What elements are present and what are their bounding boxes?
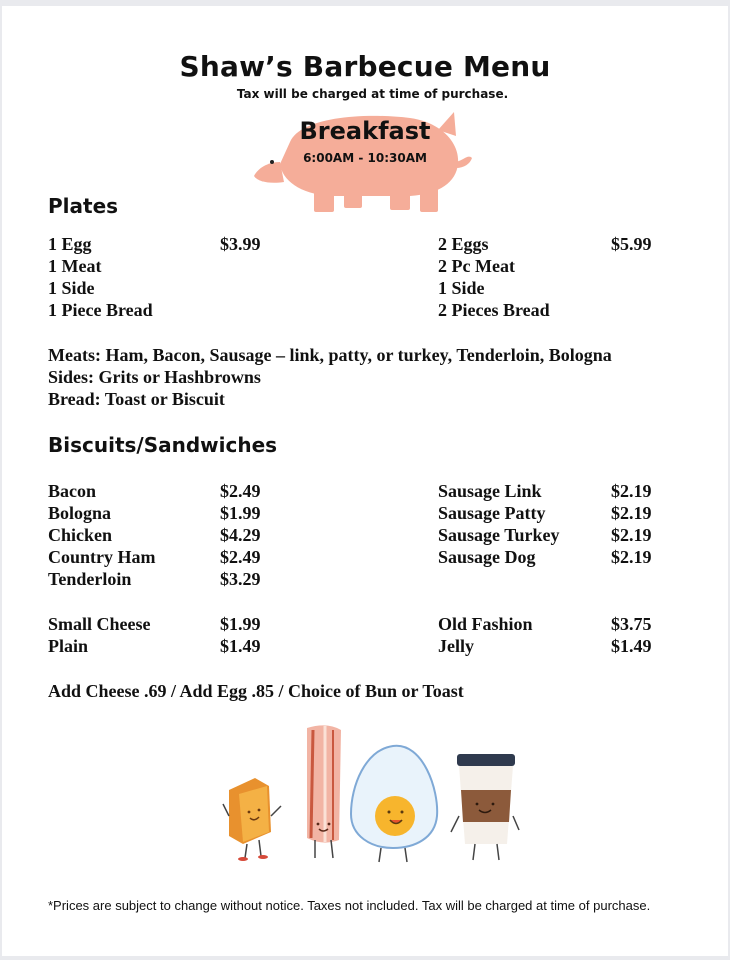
coffee-character-icon — [451, 754, 519, 860]
item-price: $3.29 — [220, 569, 261, 589]
item-name: Sausage Patty — [438, 503, 546, 523]
item-price: $4.29 — [220, 525, 261, 545]
item-name: Country Ham — [48, 547, 156, 567]
list-item: 1 Side — [48, 278, 95, 298]
egg-character-icon — [351, 746, 437, 862]
list-item: 1 Meat — [48, 256, 102, 276]
plates-right-list — [438, 233, 550, 321]
biscuits-left-prices — [220, 480, 261, 590]
item-name: Small Cheese — [48, 614, 151, 634]
biscuits-right-prices — [611, 480, 652, 568]
list-item: 1 Side — [438, 278, 485, 298]
biscuits-heading: Biscuits/Sandwiches — [48, 433, 278, 457]
item-name: Sausage Turkey — [438, 525, 560, 545]
item-name: Tenderloin — [48, 569, 132, 589]
biscuits-right2-prices — [611, 613, 652, 657]
meal-title: Breakfast — [299, 117, 431, 145]
menu-title: Shaw’s Barbecue Menu — [179, 50, 551, 83]
breakfast-characters — [215, 720, 525, 870]
item-name: Plain — [48, 636, 89, 656]
item-price: $2.19 — [611, 547, 652, 567]
biscuits-right-names — [438, 480, 560, 568]
item-price: $2.49 — [220, 547, 261, 567]
item-name: Old Fashion — [438, 614, 533, 634]
biscuits-right2-names — [438, 613, 533, 657]
item-name: Chicken — [48, 525, 113, 545]
plates-left-list — [48, 233, 153, 321]
item-price: $3.75 — [611, 614, 652, 634]
biscuits-left-names — [48, 480, 156, 590]
plates-right-price: $5.99 — [611, 234, 652, 254]
item-price: $2.49 — [220, 481, 261, 501]
tax-subtitle: Tax will be charged at time of purchase. — [236, 87, 509, 101]
list-item: 2 Pieces Bread — [438, 300, 550, 320]
plates-left-price: $3.99 — [220, 234, 261, 254]
item-price: $1.99 — [220, 503, 261, 523]
item-price: $1.49 — [611, 636, 652, 656]
item-price: $2.19 — [611, 481, 652, 501]
list-item: 2 Pc Meat — [438, 256, 515, 276]
list-item: 2 Eggs — [438, 234, 489, 254]
bread-note: Bread: Toast or Biscuit — [48, 389, 225, 409]
meats-note: Meats: Ham, Bacon, Sausage – link, patty, or turkey, Tenderloin, Bologna — [48, 345, 612, 365]
item-name: Bologna — [48, 503, 112, 523]
item-name: Bacon — [48, 481, 97, 501]
item-price: $1.99 — [220, 614, 261, 634]
item-name: Sausage Dog — [438, 547, 536, 567]
item-price: $1.49 — [220, 636, 261, 656]
item-name: Sausage Link — [438, 481, 542, 501]
addons-note: Add Cheese .69 / Add Egg .85 / Choice of Bun or Toast — [48, 681, 464, 701]
biscuits-left2-names — [48, 613, 151, 657]
biscuits-left2-prices — [220, 613, 261, 657]
item-name: Jelly — [438, 636, 474, 656]
list-item: 1 Egg — [48, 234, 92, 254]
item-price: $2.19 — [611, 525, 652, 545]
footer-disclaimer: *Prices are subject to change without notice. Taxes not included. Tax will be charged at time of purchase. — [48, 898, 651, 913]
plates-notes — [48, 344, 612, 410]
meal-hours: 6:00AM - 10:30AM — [303, 151, 427, 165]
list-item: 1 Piece Bread — [48, 300, 153, 320]
bacon-character-icon — [307, 725, 341, 858]
item-price: $2.19 — [611, 503, 652, 523]
sides-note: Sides: Grits or Hashbrowns — [48, 367, 261, 387]
plates-heading: Plates — [48, 194, 119, 218]
toast-character-icon — [223, 778, 281, 861]
